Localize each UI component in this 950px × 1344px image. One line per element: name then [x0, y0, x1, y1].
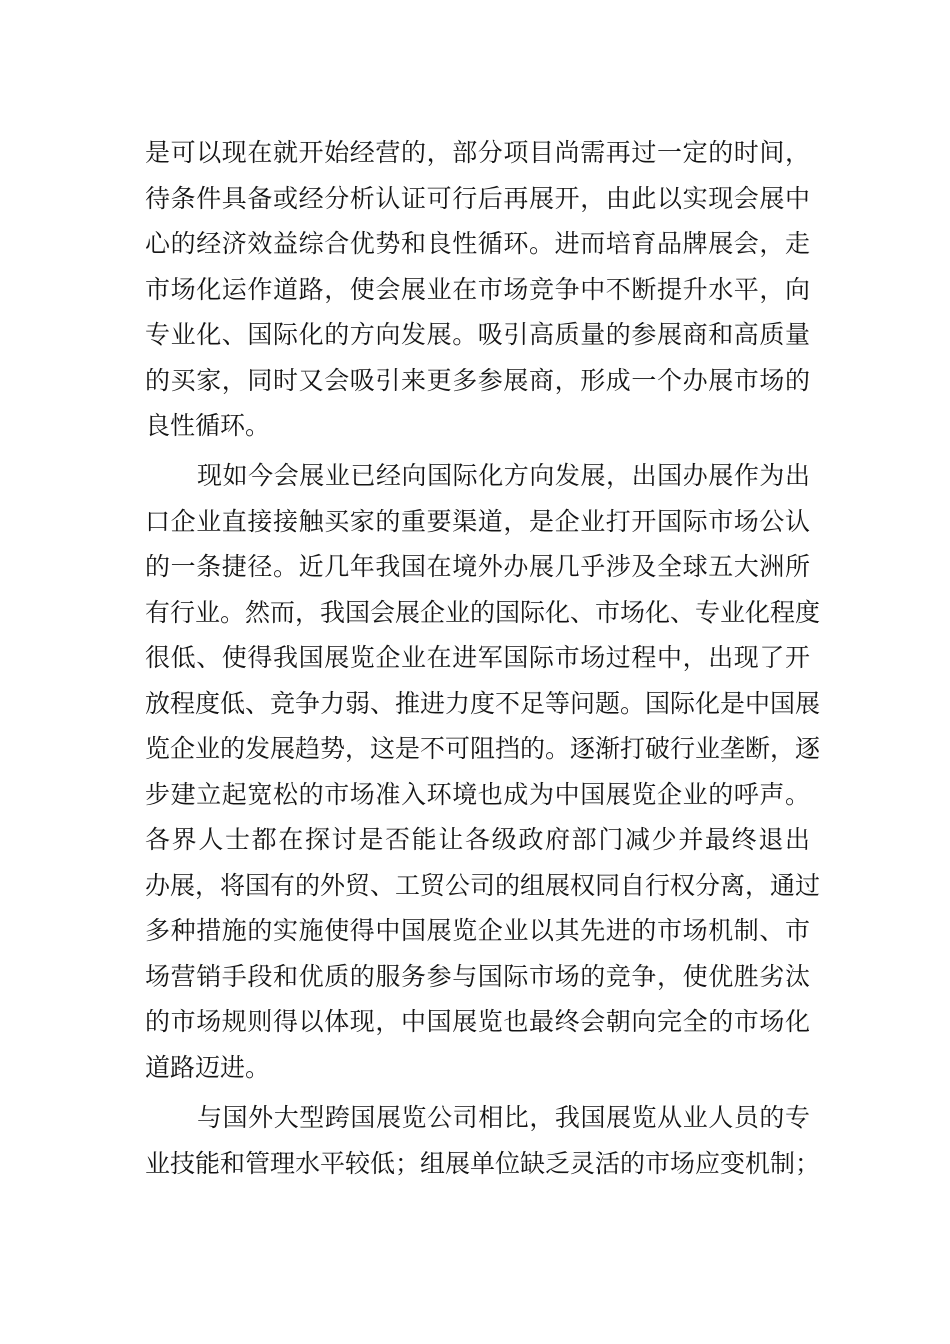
text-line: 专业化、国际化的方向发展。吸引高质量的参展商和高质量: [145, 320, 810, 349]
text-line: 很低、使得我国展览企业在进军国际市场过程中，出现了开: [145, 643, 810, 672]
text-line: 办展，将国有的外贸、工贸公司的组展权同自行权分离，通过: [145, 870, 821, 900]
text-line: 是可以现在就开始经营的，部分项目尚需再过一定的时间，: [145, 138, 810, 167]
text-line: 业技能和管理水平较低；组展单位缺乏灵活的市场应变机制；: [145, 1148, 821, 1178]
text-line: 市场化运作道路，使会展业在市场竞争中不断提升水平，向: [145, 274, 810, 304]
paragraph-3: [145, 1095, 821, 1186]
text-line: 览企业的发展趋势，这是不可阻挡的。逐渐打破行业垄断，逐: [145, 734, 821, 763]
text-line: 现如今会展业已经向国际化方向发展，出国办展作为出: [197, 461, 810, 490]
text-line: 待条件具备或经分析认证可行后再展开，由此以实现会展中: [145, 183, 810, 213]
text-line: 放程度低、竞争力弱、推进力度不足等问题。国际化是中国展: [145, 688, 821, 718]
text-line: 道路迈进。: [145, 1052, 271, 1082]
text-line: 有行业。然而，我国会展企业的国际化、市场化、专业化程度: [145, 597, 821, 627]
text-line: 心的经济效益综合优势和良性循环。进而培育品牌展会，走: [145, 229, 810, 258]
paragraph-2: [145, 453, 821, 1090]
text-line: 与国外大型跨国展览公司相比，我国展览从业人员的专: [197, 1103, 810, 1132]
text-line: 各界人士都在探讨是否能让各级政府部门减少并最终退出: [145, 825, 810, 854]
text-line: 步建立起宽松的市场准入环境也成为中国展览企业的呼声。: [145, 779, 810, 809]
text-line: 良性循环。: [145, 411, 271, 440]
paragraph-1: [145, 130, 810, 449]
text-line: 的市场规则得以体现，中国展览也最终会朝向完全的市场化: [145, 1007, 810, 1036]
text-line: 多种措施的实施使得中国展览企业以其先进的市场机制、市: [145, 916, 810, 945]
text-line: 口企业直接接触买家的重要渠道，是企业打开国际市场公认: [145, 506, 810, 536]
text-line: 的买家，同时又会吸引来更多参展商，形成一个办展市场的: [145, 365, 810, 395]
text-line: 场营销手段和优质的服务参与国际市场的竞争，使优胜劣汰: [145, 961, 810, 991]
text-line: 的一条捷径。近几年我国在境外办展几乎涉及全球五大洲所: [145, 552, 810, 581]
